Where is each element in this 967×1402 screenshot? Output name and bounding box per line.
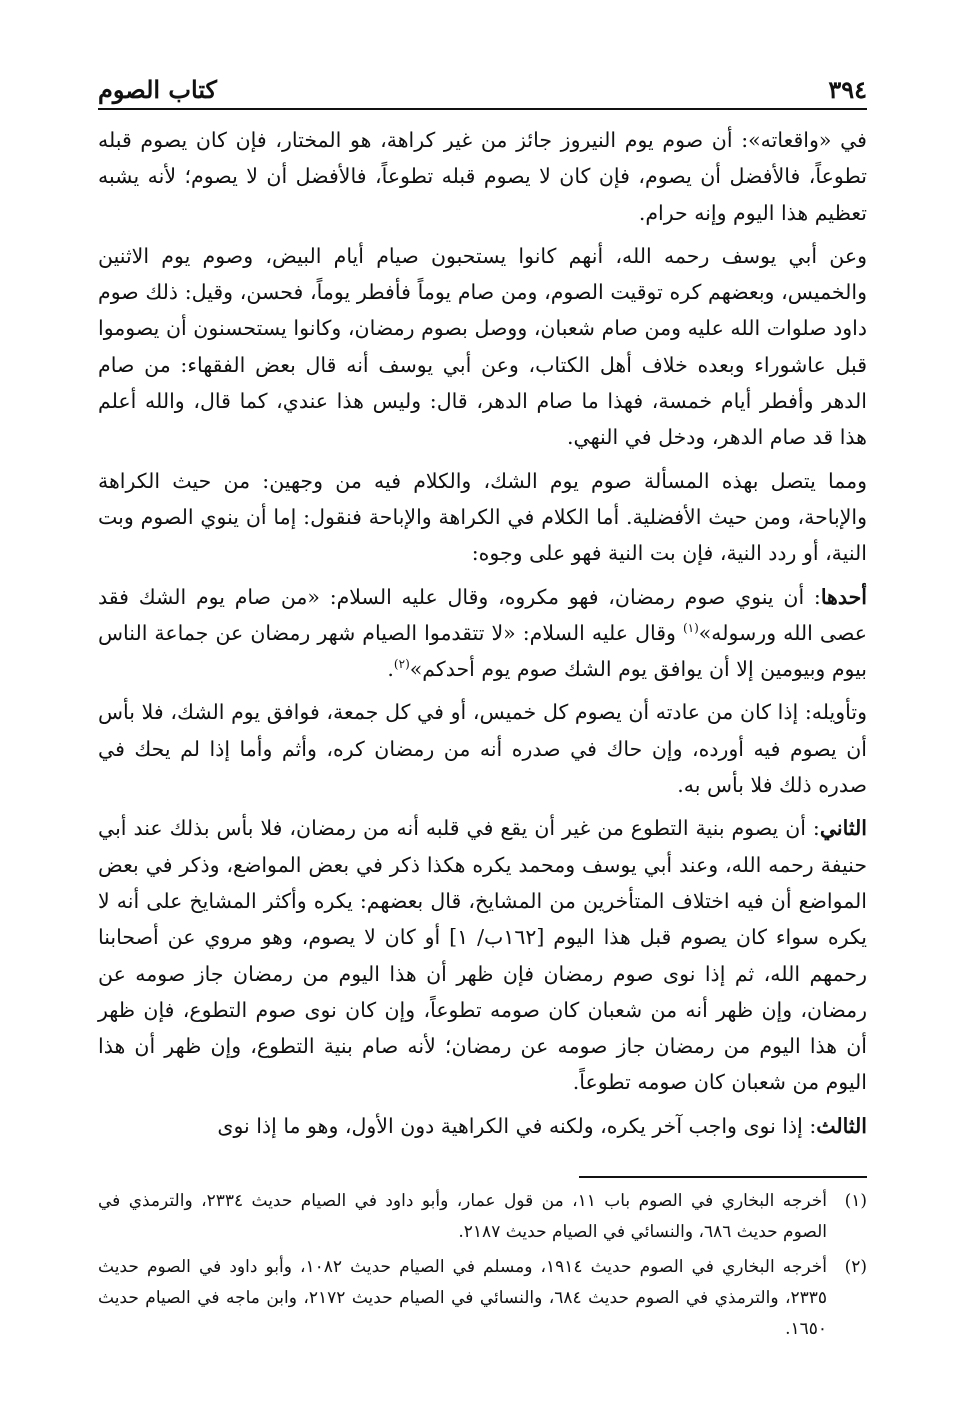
book-title: كتاب الصوم <box>98 75 217 104</box>
paragraph-6 <box>98 810 867 1100</box>
paragraph-text-continued: وقال عليه السلام: «لا تتقدموا الصيام شهر رمضان عن جماعة الناس بيوم وبيومين إلا أن يوافق يوم الشك صوم يوم أحدكم» <box>98 620 867 682</box>
main-text <box>98 122 867 1151</box>
paragraph-lead: الثاني <box>819 816 867 841</box>
paragraph-end: . <box>387 657 394 682</box>
paragraph-text: : أن يصوم بنية التطوع من غير أن يقع في قلبه أنه من رمضان، فلا بأس بذلك عند أبي حنيفة رحمه الله، وعند أبي يوسف ومحمد يكره هكذا ذكر في بعض المواضع، وذكر في بعض المواضع أن فيه اختلاف المتأخرين من المشايخ، قال بعضهم: يكره وأكثر المشايخ على أنه لا يكره سواء كان يصوم قبل هذا اليوم [١٦٢ب/ ١] أو كان لا يصوم، وهو مروي عن أصحابنا رحمهم الله، ثم إذا نوى صوم رمضان فإن ظهر أن هذا اليوم من رمضان جاز صومه عن رمضان، وإن ظهر أنه من شعبان كان صومه تطوعاً، وإن كان نوى صوم التطوع، فإن ظهر أن هذا اليوم من رمضان جاز صومه عن رمضان؛ لأنه صام بنية التطوع، وإن ظهر أن هذا اليوم من شعبان كان صومه تطوعاً. <box>98 816 867 1095</box>
paragraph-2 <box>98 238 867 456</box>
paragraph-1 <box>98 122 867 231</box>
footnote-number: (٢) <box>844 1257 867 1277</box>
paragraph-lead: الثالث <box>816 1113 867 1138</box>
paragraph-4 <box>98 579 867 688</box>
paragraph-text: : إذا نوى واجب آخر يكره، ولكنه في الكراهية دون الأول، وهو ما إذا نوى <box>217 1113 817 1138</box>
footnote-ref-2[interactable]: (٢) <box>393 657 410 672</box>
footnote-1 <box>98 1186 867 1248</box>
paragraph-text: في «واقعاته»: أن صوم يوم النيروز جائز من غير كراهة، هو المختار، فإن كان يصوم قبله تطوعاً، فالأفضل أن يصوم، فإن كان لا يصوم قبله تطوعاً، فالأفضل أن لا يصوم؛ لأنه يشبه تعظيم هذا اليوم وإنه حرام. <box>98 128 867 225</box>
footnotes <box>98 1186 867 1349</box>
paragraph-lead: أحدها <box>820 584 867 609</box>
page-number: ٣٩٤ <box>828 75 867 104</box>
footnote-number: (١) <box>844 1191 867 1211</box>
paragraph-text: وعن أبي يوسف رحمه الله، أنهم كانوا يستحبون صيام أيام البيض، وصوم يوم الاثنين والخميس، وبعضهم كره توقيت الصوم، ومن صام يوماً فأفطر يوماً، فحسن، وقيل: ذلك صوم داود صلوات الله عليه ومن صام شعبان، ووصل بصوم رمضان، وكانوا يستحسنون أن يصوموا قبل عاشوراء وبعده خلاف أهل الكتاب، وعن أبي يوسف أنه قال بعض الفقهاء: من صام الدهر وأفطر أيام خمسة، فهذا ما صام الدهر، قال: وليس هذا عندي، كما قال، والله أعلم هذا قد صام الدهر، ودخل في النهي. <box>98 243 867 450</box>
paragraph-text: : أن ينوي صوم رمضان، فهو مكروه، وقال عليه السلام: «من صام يوم الشك فقد عصى الله ورسوله» <box>98 584 867 645</box>
paragraph-7 <box>98 1108 867 1144</box>
paragraph-3 <box>98 463 867 572</box>
footnote-text: أخرجه البخاري في الصوم باب ١١، من قول عمار، وأبو داود في الصيام حديث ٢٣٣٤، والترمذي في الصوم حديث ٦٨٦، والنسائي في الصيام حديث ٢١٨٧. <box>98 1191 827 1242</box>
paragraph-text: وتأويله: إذا كان من عادته أن يصوم كل خميس، أو في كل جمعة، فوافق يوم الشك، فلا بأس أن يصوم فيه أورده، وإن حاك في صدره أنه من رمضان كره، وأثم وأما إذا لم يحك في صدره ذلك فلا بأس به. <box>98 700 867 798</box>
footnote-2 <box>98 1252 867 1345</box>
page-header <box>98 68 867 110</box>
footnote-ref-1[interactable]: (١) <box>682 621 699 636</box>
footnote-separator <box>579 1176 867 1178</box>
footnote-text: أخرجه البخاري في الصوم حديث ١٩١٤، ومسلم في الصيام حديث ١٠٨٢، وأبو داود في الصوم حديث ٢٣٣٥، والترمذي في الصوم حديث ٦٨٤، والنسائي في الصيام حديث ٢١٧٢، وابن ماجه في الصيام حديث ١٦٥٠. <box>98 1257 827 1339</box>
paragraph-text: ومما يتصل بهذه المسألة صوم يوم الشك، والكلام فيه من وجهين: من حيث الكراهة والإباحة، ومن حيث الأفضلية. أما الكلام في الكراهة والإباحة فنقول: إما أن ينوي الصوم وبت النية، أو ردد النية، فإن بت النية فهو على وجوه: <box>98 468 867 566</box>
paragraph-5 <box>98 694 867 803</box>
